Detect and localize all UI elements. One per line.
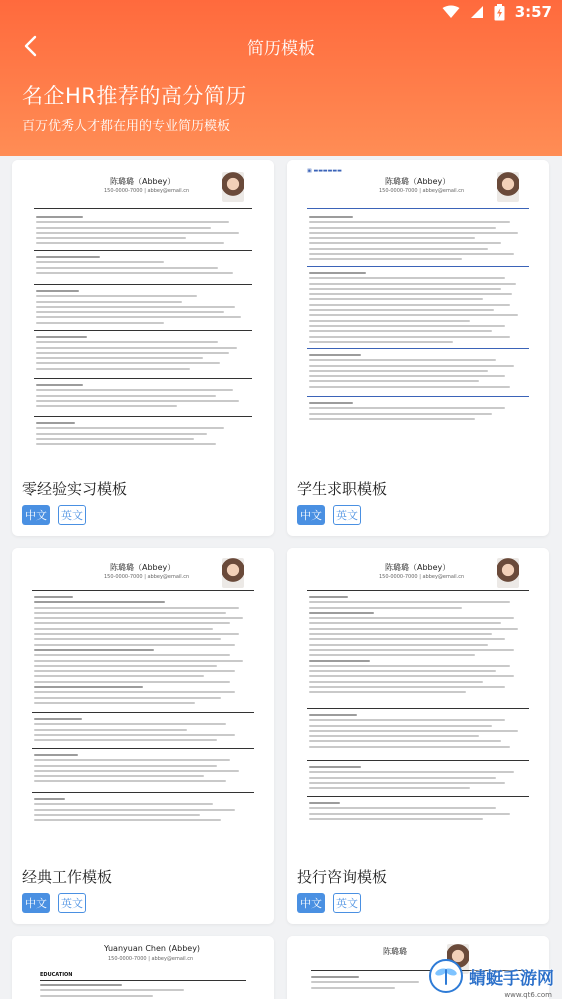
- divider: [307, 348, 529, 349]
- preview-text: [309, 216, 527, 264]
- divider: [307, 590, 529, 591]
- resume-preview[interactable]: [287, 548, 549, 853]
- preview-name: 陈璐璐: [383, 947, 407, 956]
- divider: [40, 980, 246, 981]
- university-logo: ▣ ▬▬▬▬▬▬: [307, 168, 342, 174]
- preview-text: [40, 984, 246, 999]
- tag-english[interactable]: 英文: [58, 893, 86, 913]
- divider: [34, 330, 252, 331]
- preview-text: [36, 336, 250, 373]
- watermark-url: www.qt6.com: [504, 991, 552, 999]
- preview-contact: 150-0000-7000 | abbey@email.cn: [379, 188, 465, 194]
- preview-text: [34, 596, 252, 707]
- divider: [307, 396, 529, 397]
- preview-contact: 150-0000-7000 | abbey@email.cn: [108, 956, 194, 962]
- signal-icon: [470, 5, 484, 19]
- tag-chinese[interactable]: 中文: [22, 893, 50, 913]
- divider: [34, 208, 252, 209]
- tag-english[interactable]: 英文: [333, 505, 361, 525]
- preview-photo: [222, 558, 244, 588]
- preview-text: [309, 766, 527, 792]
- preview-text: [309, 596, 527, 697]
- resume-preview[interactable]: [12, 936, 274, 999]
- preview-contact: 150-0000-7000 | abbey@email.cn: [104, 188, 190, 194]
- divider: [34, 284, 252, 285]
- page-title: 简历模板: [247, 39, 315, 59]
- template-title: 经典工作模板: [22, 868, 113, 886]
- preview-text: [311, 976, 431, 992]
- template-title: 学生求职模板: [297, 480, 388, 498]
- template-card[interactable]: [12, 936, 274, 999]
- preview-name: 陈璐璐（Abbey）: [110, 177, 176, 186]
- divider: [307, 796, 529, 797]
- preview-text: [309, 402, 527, 423]
- divider: [34, 250, 252, 251]
- header: [0, 0, 562, 156]
- navbar: [0, 26, 562, 66]
- divider: [32, 712, 254, 713]
- preview-photo: [497, 172, 519, 202]
- preview-text: [36, 216, 250, 248]
- preview-name: 陈璐璐（Abbey）: [385, 177, 451, 186]
- preview-name: 陈璐璐（Abbey）: [110, 563, 176, 572]
- template-title: 零经验实习模板: [22, 480, 128, 498]
- preview-text: [309, 272, 527, 346]
- tag-english[interactable]: 英文: [333, 893, 361, 913]
- resume-preview[interactable]: [12, 548, 274, 853]
- divider: [32, 748, 254, 749]
- language-tags: [297, 505, 361, 525]
- hero-subtitle: 百万优秀人才都在用的专业简历模板: [22, 119, 231, 134]
- preview-photo: [497, 558, 519, 588]
- preview-text: [36, 384, 250, 410]
- preview-text: [309, 802, 527, 823]
- hero-title: 名企HR推荐的高分简历: [22, 84, 247, 108]
- preview-text: [309, 714, 527, 751]
- watermark: [429, 959, 554, 993]
- divider: [307, 266, 529, 267]
- status-bar: [0, 0, 562, 26]
- template-title: 投行咨询模板: [297, 868, 388, 886]
- tag-english[interactable]: 英文: [58, 505, 86, 525]
- status-icons: [442, 3, 552, 21]
- preview-text: [34, 754, 252, 786]
- wifi-icon: [442, 5, 460, 19]
- divider: [32, 792, 254, 793]
- divider: [34, 416, 252, 417]
- preview-contact: 150-0000-7000 | abbey@email.cn: [104, 574, 190, 580]
- resume-preview[interactable]: [12, 160, 274, 465]
- tag-chinese[interactable]: 中文: [22, 505, 50, 525]
- preview-photo: [222, 172, 244, 202]
- divider: [307, 760, 529, 761]
- preview-contact: 150-0000-7000 | abbey@email.cn: [379, 574, 465, 580]
- watermark-text: 蜻蜓手游网: [469, 968, 554, 989]
- template-card[interactable]: [287, 548, 549, 924]
- status-time: 3:57: [514, 3, 552, 21]
- divider: [307, 708, 529, 709]
- battery-icon: [494, 4, 505, 21]
- divider: [32, 590, 254, 591]
- preview-section-heading: EDUCATION: [40, 972, 73, 978]
- preview-name: 陈璐璐（Abbey）: [385, 563, 451, 572]
- preview-text: [34, 718, 252, 744]
- template-card[interactable]: [287, 160, 549, 536]
- tag-chinese[interactable]: 中文: [297, 893, 325, 913]
- tag-chinese[interactable]: 中文: [297, 505, 325, 525]
- preview-text: [34, 798, 252, 824]
- preview-text: [36, 256, 250, 277]
- language-tags: [22, 893, 86, 913]
- preview-name: Yuanyuan Chen (Abbey): [104, 944, 201, 953]
- resume-preview[interactable]: [287, 160, 549, 465]
- language-tags: [22, 505, 86, 525]
- language-tags: [297, 893, 361, 913]
- preview-text: [36, 422, 250, 448]
- dragonfly-logo-icon: [429, 959, 463, 993]
- preview-text: [36, 290, 250, 327]
- template-card[interactable]: [12, 548, 274, 924]
- preview-text: [309, 354, 527, 391]
- template-card[interactable]: [12, 160, 274, 536]
- divider: [307, 208, 529, 209]
- divider: [34, 378, 252, 379]
